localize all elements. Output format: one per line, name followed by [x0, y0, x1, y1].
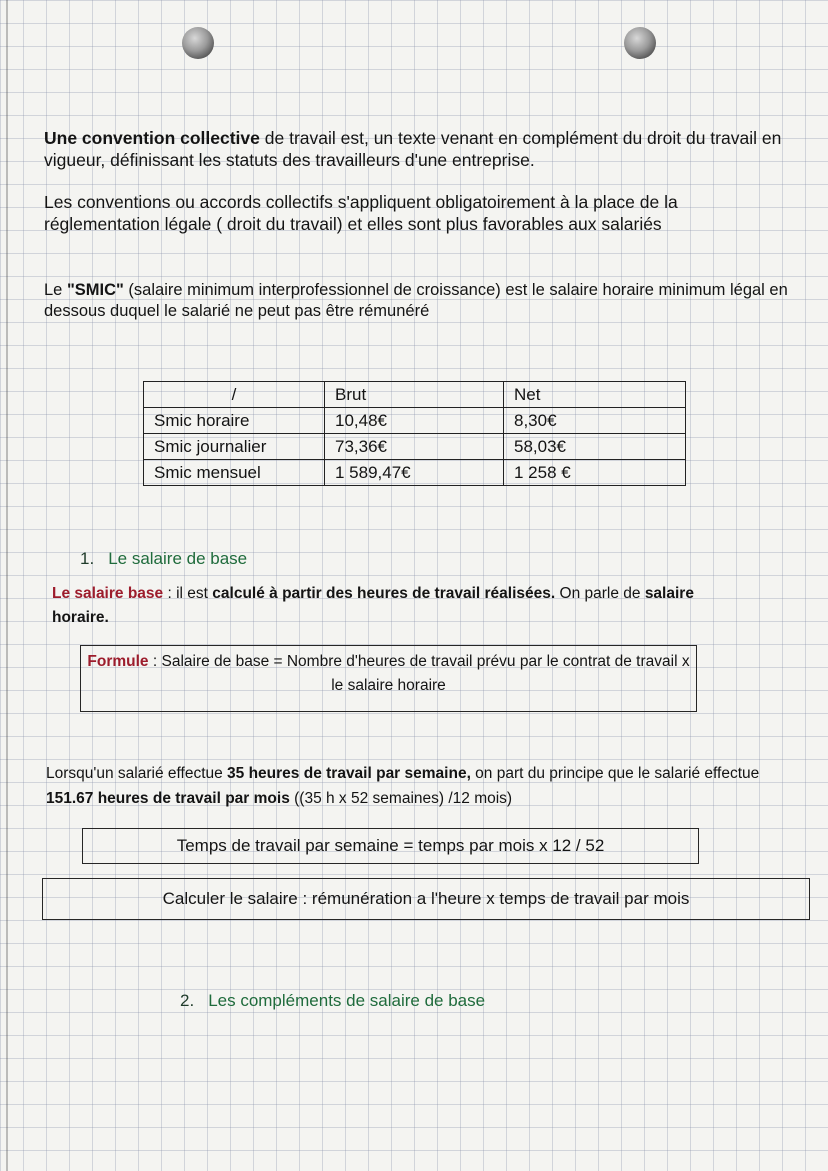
- table-row: [144, 460, 686, 486]
- section-title: Les compléments de salaire de base: [208, 991, 486, 1010]
- term-smic: "SMIC": [66, 281, 124, 299]
- paragraph-text: ((35 h x 52 semaines) /12 mois): [289, 790, 513, 807]
- table-row: [144, 408, 686, 434]
- smic-table: [143, 381, 686, 486]
- table-cell: Smic mensuel: [144, 460, 325, 486]
- paragraph-text: (salaire minimum interprofessionnel de croissance) est le salaire horaire minimum légal en dessous duquel le salarié ne peut pas être rémunéré: [44, 281, 788, 320]
- paragraph-smic: [44, 280, 789, 322]
- salary-calc-box: Calculer le salaire : rémunération a l'heure x temps de travail par mois: [42, 878, 810, 920]
- emphasis-text: calculé à partir des heures de travail réalisées.: [212, 585, 556, 602]
- table-cell: 1 258 €: [504, 460, 686, 486]
- paragraph-text: Lorsqu'un salarié effectue: [46, 765, 228, 782]
- table-row: [144, 434, 686, 460]
- emphasis-text: 35 heures de travail par semaine,: [227, 765, 471, 782]
- notebook-margin-line: [6, 0, 8, 1171]
- paragraph-text: de travail est, un texte venant en complément du droit du travail en vigueur, définissant les statuts des travailleurs d'une entreprise.: [44, 128, 782, 170]
- section-heading-1: [80, 549, 247, 569]
- term-convention: Une convention collective: [44, 128, 260, 148]
- formula-label: Formule: [87, 653, 149, 670]
- paragraph-text: On parle de: [555, 585, 645, 602]
- weekly-time-box: Temps de travail par semaine = temps par mois x 12 / 52: [82, 828, 699, 864]
- table-cell: Smic journalier: [144, 434, 325, 460]
- term-salaire-base: Le salaire base: [52, 585, 164, 602]
- binder-hole: [182, 27, 214, 59]
- formula-separator: :: [148, 653, 162, 670]
- table-header-cell: Net: [504, 382, 686, 408]
- paragraph-heures: [46, 761, 806, 811]
- table-header-row: [144, 382, 686, 408]
- section-heading-2: [180, 991, 485, 1011]
- formula-text: Salaire de base = Nombre d'heures de travail prévu par le contrat de travail x le salaire horaire: [161, 653, 690, 694]
- section-title: Le salaire de base: [108, 549, 248, 568]
- emphasis-text: 151.67 heures de travail par mois: [46, 790, 290, 807]
- table-cell: Smic horaire: [144, 408, 325, 434]
- section-number: 1.: [80, 549, 95, 568]
- paragraph-salaire-base: [52, 582, 752, 630]
- table-cell: 1 589,47€: [325, 460, 504, 486]
- table-cell: 73,36€: [325, 434, 504, 460]
- paragraph-text: on part du principe que le salarié effectue: [470, 765, 760, 782]
- paragraph-accords: Les conventions ou accords collectifs s'appliquent obligatoirement à la place de la réglementation légale ( droit du travail) et elles sont plus favorables aux salariés: [44, 192, 678, 234]
- table-cell: 58,03€: [504, 434, 686, 460]
- table-header-cell: Brut: [325, 382, 504, 408]
- section-number: 2.: [180, 991, 195, 1010]
- emphasis-text: salaire horaire.: [52, 585, 694, 626]
- binder-hole: [624, 27, 656, 59]
- table-cell: 10,48€: [325, 408, 504, 434]
- paragraph-convention: [44, 127, 784, 171]
- table-header-cell: /: [144, 382, 325, 408]
- table-cell: 8,30€: [504, 408, 686, 434]
- paragraph-text: : il est: [163, 585, 213, 602]
- formula-box: [80, 645, 697, 712]
- paragraph-text: Le: [44, 281, 67, 299]
